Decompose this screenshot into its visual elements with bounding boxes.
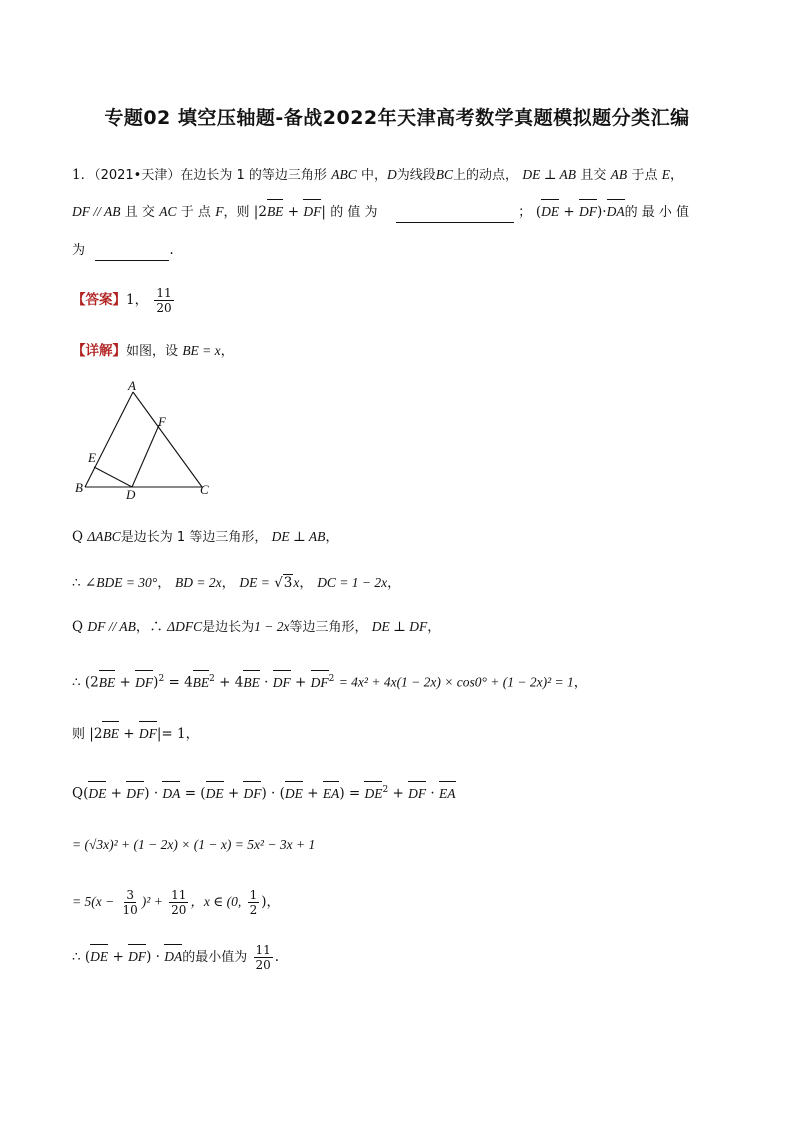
math-d: D — [387, 167, 397, 182]
step-text: 则 — [72, 727, 86, 742]
math-expr: DE ⊥ AB — [271, 529, 326, 544]
segment-df — [132, 425, 159, 487]
sqrt: √3 — [274, 575, 293, 591]
math-expr: )， — [261, 894, 280, 910]
vector-df: DF — [126, 784, 144, 804]
fraction-denominator: 10 — [122, 903, 138, 917]
punct: . — [169, 242, 174, 258]
punct: ， — [573, 674, 588, 691]
symbol-therefore: ∴ — [72, 674, 81, 691]
math-bc: BC — [435, 167, 454, 182]
math-expr: ΔDFC — [167, 619, 203, 634]
step-3 — [72, 617, 441, 638]
vector-df: DF — [128, 947, 146, 967]
triangle-figure — [70, 380, 220, 500]
symbol-because: Q — [72, 619, 84, 635]
vector-be: BE — [267, 202, 284, 222]
punct: . — [274, 949, 280, 965]
detail-line — [72, 341, 234, 362]
vector-de: DE — [88, 784, 106, 804]
symbol-because: Q — [72, 529, 84, 545]
question-line-1 — [72, 165, 684, 186]
math-expr: DC = 1 − 2x — [317, 575, 388, 590]
math-expr: = (√3x)² + (1 − 2x) × (1 − x) = 5x² − 3x + 1 — [72, 837, 316, 852]
question-text: 中， — [361, 168, 388, 183]
question-text: 于点 — [631, 168, 658, 183]
question-text: 的 最 小 值 — [624, 205, 689, 220]
vector-df: DF — [135, 673, 153, 693]
math-expr: | — [321, 204, 326, 220]
punct: ， — [325, 529, 339, 545]
math-expr: 1 − 2x — [254, 619, 290, 634]
step-8 — [72, 888, 280, 917]
label-c: C — [200, 482, 209, 497]
fraction-numerator: 3 — [126, 888, 134, 902]
page-title: 专题02 填空压轴题-备战2022年天津高考数学真题模拟题分类汇编 — [104, 107, 690, 129]
math-expr: = 1， — [161, 726, 200, 742]
punct: ； — [518, 204, 532, 220]
answer-blank-2[interactable] — [95, 260, 169, 261]
math-f: F — [215, 204, 224, 219]
vector-df: DF — [408, 784, 426, 804]
vector-de: DE — [364, 784, 382, 804]
fraction-denominator: 20 — [171, 903, 187, 917]
math-e: E — [661, 167, 671, 182]
question-text: 且交 — [580, 168, 607, 183]
question-source: （2021•天津） — [94, 168, 181, 183]
vector-de: DE — [285, 784, 303, 804]
question-line-3 — [72, 240, 174, 261]
math-expr: = 5(x − — [72, 894, 115, 909]
punct: ， — [157, 575, 171, 591]
answer-fraction — [154, 286, 173, 315]
label-d: D — [126, 487, 136, 500]
question-text: 的 值 为 — [330, 205, 378, 220]
step-5: 则 |2BE + DF|= 1， — [72, 726, 200, 742]
fraction-denominator: 20 — [156, 301, 172, 315]
sqrt-radicand: 3 — [283, 575, 293, 591]
vector-df: DF — [579, 202, 597, 222]
math-expr: ΔABC — [87, 529, 121, 544]
vector-de: DE — [206, 784, 224, 804]
question-text: 为 — [72, 243, 86, 258]
fraction — [169, 888, 188, 917]
math-expr: |2 — [253, 204, 267, 220]
fraction-numerator: 11 — [156, 286, 172, 300]
vector-da: DA — [164, 947, 182, 967]
detail-text: 如图，设 — [126, 344, 179, 359]
math-expr: BD = 2x — [175, 575, 222, 590]
math-expr: BE = x — [182, 343, 221, 358]
step-4: ∴ $(2BE + DF)^2 = 4BE^2 + 4BE$ · DF + $DF^2 = 4x^2 + 4x(1 - 2x) \times \cos 0^\circ + (1 - 2x)^2 = 1$， — [72, 674, 588, 691]
question-text: 且 交 — [124, 205, 155, 220]
fraction — [254, 943, 273, 972]
answer-blank-1[interactable] — [396, 222, 514, 223]
math-expr: ，x ∈ (0, — [190, 894, 242, 909]
vector-be: BE — [243, 673, 260, 693]
symbol-because: Q — [72, 785, 84, 802]
vector-da: DA — [162, 784, 180, 804]
punct: ，∴ — [135, 619, 163, 635]
label-f: F — [158, 414, 166, 429]
math-ac: AC — [159, 204, 177, 219]
label-e: E — [88, 450, 96, 465]
label-a: A — [128, 380, 136, 393]
step-text: 等边三角形， — [289, 620, 368, 635]
math-expr: DF // AB — [87, 619, 136, 634]
math-expr: )² + — [141, 894, 163, 909]
vector-df: DF — [303, 202, 321, 222]
fraction-numerator: 1 — [249, 888, 258, 902]
vector-be: BE — [102, 724, 119, 744]
vector-be: BE — [193, 673, 210, 693]
question-number: 1． — [72, 167, 95, 183]
math-expr: DE ⊥ DF — [371, 619, 428, 634]
step-2 — [72, 573, 401, 593]
answer-value: 1， — [126, 292, 149, 308]
label-b: B — [75, 480, 83, 495]
question-text: 上的动点， — [453, 168, 519, 183]
question-text: 于 点 — [180, 205, 211, 220]
question-text: 在边长为 1 的等边三角形 — [180, 168, 327, 183]
vector-de: DE — [541, 202, 559, 222]
punct: ， — [670, 167, 684, 183]
segment-de — [94, 467, 132, 487]
vector-ea: EA — [439, 784, 456, 804]
vector-ea: EA — [323, 784, 340, 804]
symbol-therefore: ∴ — [72, 949, 81, 965]
symbol-therefore: ∴ — [72, 575, 81, 591]
punct: ， — [220, 343, 235, 359]
vector-da: DA — [607, 202, 625, 222]
math-expr: ∠BDE = 30° — [84, 575, 158, 590]
step-7 — [72, 835, 315, 855]
vector-df: DF — [311, 673, 329, 693]
step-6: Q(DE + DF) · DA = $(DE + DF) \cdot (DE + EA) = DE^2$ + DF · EA — [72, 785, 456, 802]
vector-be: BE — [99, 673, 116, 693]
step-1 — [72, 527, 339, 548]
step-text: 是边长为 1 等边三角形， — [120, 530, 268, 545]
math-abc: ABC — [331, 167, 357, 182]
punct: ， — [299, 575, 313, 591]
punct: ， — [387, 575, 401, 591]
math-condition: DE ⊥ AB — [522, 167, 577, 182]
vector-df: DF — [273, 673, 291, 693]
math-condition: DF // AB — [72, 204, 121, 219]
detail-label: 【详解】 — [72, 343, 126, 359]
question-text: ，则 — [223, 205, 250, 220]
vector-df: DF — [139, 724, 157, 744]
side-ab — [85, 392, 133, 487]
question-line-2: DF // AB 且 交 AC 于 点 F，则 |2BE + DF| 的 值 为 ； (DE + DF)·DA的 最 小 值 — [72, 202, 689, 223]
fraction-denominator: 20 — [255, 958, 271, 972]
fraction-numerator: 11 — [255, 943, 271, 957]
fraction — [121, 888, 140, 917]
answer-label: 【答案】 — [72, 292, 126, 308]
step-9: ∴ (DE + DF) · DA的最小值为 $\frac{11}{20}$ . — [72, 943, 280, 972]
vector-de: DE — [90, 947, 108, 967]
side-ac — [133, 392, 202, 487]
fraction — [248, 888, 260, 917]
vector-df: DF — [243, 784, 261, 804]
fraction-denominator: 2 — [249, 903, 258, 917]
step-text: 的最小值为 — [182, 950, 248, 965]
math-ab: AB — [610, 167, 628, 182]
fraction-numerator: 11 — [171, 888, 187, 902]
punct: ， — [427, 619, 441, 635]
answer-line — [72, 286, 176, 315]
step-text: 是边长为 — [202, 620, 255, 635]
math-expr: x — [293, 575, 300, 590]
punct: ， — [221, 575, 236, 591]
question-text: 为线段 — [396, 168, 436, 183]
math-expr: = 4x² + 4x(1 − 2x) × cos0° + (1 − 2x)² = 1 — [338, 674, 574, 690]
math-expr: DE = — [239, 575, 270, 590]
